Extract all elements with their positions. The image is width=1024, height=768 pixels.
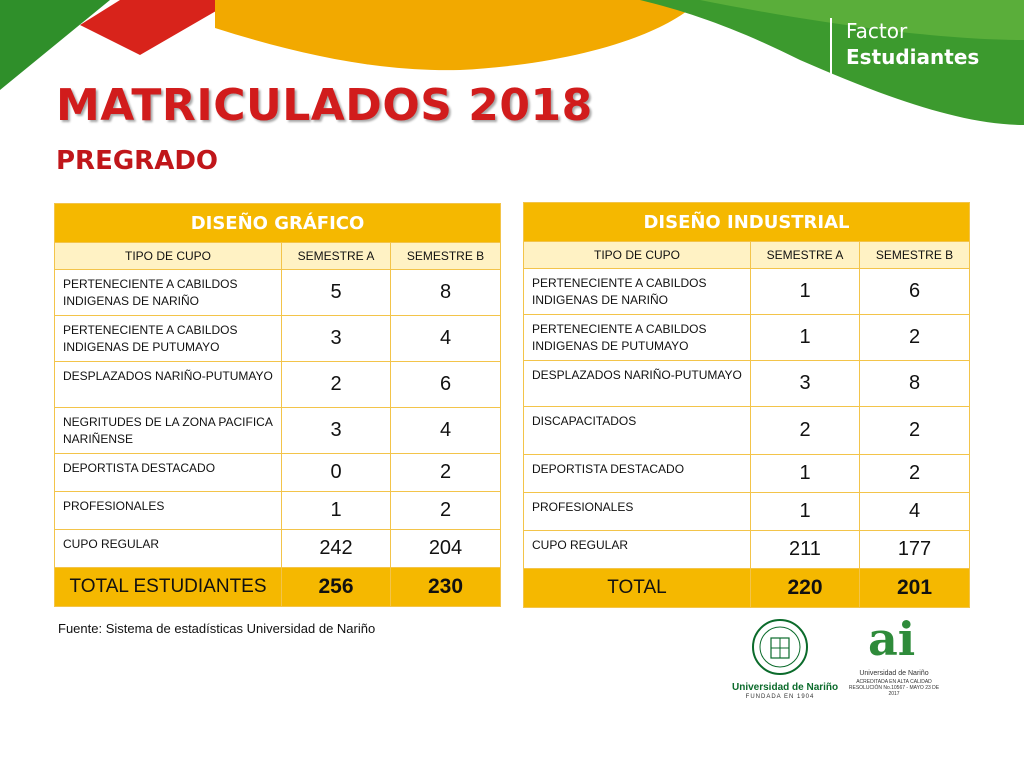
row-label: CUPO REGULAR xyxy=(524,531,751,569)
row-label: PERTENECIENTE A CABILDOS INDIGENAS DE NARIÑO xyxy=(524,269,751,315)
value-semestre-b: 204 xyxy=(391,530,501,568)
value-semestre-a: 242 xyxy=(282,530,391,568)
value-semestre-b: 2 xyxy=(860,407,970,455)
value-semestre-a: 1 xyxy=(751,493,860,531)
table-title: DISEÑO INDUSTRIAL xyxy=(524,203,970,242)
page-subtitle: PREGRADO xyxy=(56,146,219,176)
value-semestre-a: 1 xyxy=(282,492,391,530)
value-semestre-a: 1 xyxy=(751,455,860,493)
brand-line-2: Estudiantes xyxy=(846,45,980,69)
value-semestre-a: 211 xyxy=(751,531,860,569)
value-semestre-a: 2 xyxy=(282,362,391,408)
value-semestre-b: 2 xyxy=(860,455,970,493)
ai-university: Universidad de Nariño xyxy=(859,670,929,677)
table-row xyxy=(524,315,970,361)
table-diseno-industrial xyxy=(523,202,970,608)
row-label: DESPLAZADOS NARIÑO-PUTUMAYO xyxy=(524,361,751,407)
table-diseno-grafico xyxy=(54,203,501,607)
table-row xyxy=(524,493,970,531)
value-semestre-b: 2 xyxy=(391,492,501,530)
ai-mark: ai xyxy=(868,612,916,666)
table-row xyxy=(524,407,970,455)
table-title: DISEÑO GRÁFICO xyxy=(55,204,501,243)
value-semestre-a: 5 xyxy=(282,270,391,316)
table-row xyxy=(55,454,501,492)
row-label: PERTENECIENTE A CABILDOS INDIGENAS DE NARIÑO xyxy=(55,270,282,316)
value-semestre-a: 1 xyxy=(751,269,860,315)
row-label: PROFESIONALES xyxy=(55,492,282,530)
value-semestre-b: 8 xyxy=(391,270,501,316)
total-label: TOTAL xyxy=(524,569,751,608)
row-label: PROFESIONALES xyxy=(524,493,751,531)
table-row xyxy=(55,362,501,408)
table-row xyxy=(55,408,501,454)
column-header-semestre-b: SEMESTRE B xyxy=(391,243,501,270)
value-semestre-a: 3 xyxy=(282,408,391,454)
table-row xyxy=(524,531,970,569)
table-row xyxy=(55,530,501,568)
university-seal-icon xyxy=(752,618,808,678)
table-row xyxy=(524,269,970,315)
row-label: DESPLAZADOS NARIÑO-PUTUMAYO xyxy=(55,362,282,408)
total-semestre-b: 201 xyxy=(860,569,970,608)
value-semestre-b: 4 xyxy=(391,316,501,362)
row-label: CUPO REGULAR xyxy=(55,530,282,568)
total-semestre-a: 220 xyxy=(751,569,860,608)
total-row xyxy=(55,568,501,607)
table-row xyxy=(524,361,970,407)
row-label: DISCAPACITADOS xyxy=(524,407,751,455)
table-row xyxy=(524,455,970,493)
value-semestre-b: 6 xyxy=(391,362,501,408)
value-semestre-b: 177 xyxy=(860,531,970,569)
row-label: DEPORTISTA DESTACADO xyxy=(524,455,751,493)
value-semestre-a: 1 xyxy=(751,315,860,361)
value-semestre-a: 3 xyxy=(751,361,860,407)
column-header-semestre-a: SEMESTRE A xyxy=(282,243,391,270)
table-row xyxy=(55,316,501,362)
acreditacion-ai-logo xyxy=(846,612,942,700)
source-note: Fuente: Sistema de estadísticas Universidad de Nariño xyxy=(58,621,376,636)
brand-line-1: Factor xyxy=(846,19,908,43)
value-semestre-b: 2 xyxy=(860,315,970,361)
column-header-tipo: TIPO DE CUPO xyxy=(524,242,751,269)
total-label: TOTAL ESTUDIANTES xyxy=(55,568,282,607)
value-semestre-b: 4 xyxy=(860,493,970,531)
table-row xyxy=(55,492,501,530)
row-label: NEGRITUDES DE LA ZONA PACIFICA NARIÑENSE xyxy=(55,408,282,454)
value-semestre-b: 4 xyxy=(391,408,501,454)
page-title: MATRICULADOS 2018 xyxy=(56,80,593,131)
udn-name: Universidad de Nariño xyxy=(732,682,839,693)
value-semestre-b: 2 xyxy=(391,454,501,492)
row-label: PERTENECIENTE A CABILDOS INDIGENAS DE PUTUMAYO xyxy=(55,316,282,362)
table-row xyxy=(55,270,501,316)
column-header-semestre-b: SEMESTRE B xyxy=(860,242,970,269)
udn-founded: FUNDADA EN 1904 xyxy=(745,694,815,700)
total-semestre-b: 230 xyxy=(391,568,501,607)
value-semestre-b: 6 xyxy=(860,269,970,315)
ai-accreditation-line-1: ACREDITADA EN ALTA CALIDAD xyxy=(856,679,932,685)
row-label: DEPORTISTA DESTACADO xyxy=(55,454,282,492)
total-row xyxy=(524,569,970,608)
total-semestre-a: 256 xyxy=(282,568,391,607)
row-label: PERTENECIENTE A CABILDOS INDIGENAS DE PUTUMAYO xyxy=(524,315,751,361)
value-semestre-b: 8 xyxy=(860,361,970,407)
value-semestre-a: 0 xyxy=(282,454,391,492)
ai-accreditation-line-2: RESOLUCIÓN No.10567 - MAYO 23 DE 2017 xyxy=(848,685,940,697)
column-header-semestre-a: SEMESTRE A xyxy=(751,242,860,269)
ai-accreditation-text xyxy=(846,679,942,697)
column-header-tipo: TIPO DE CUPO xyxy=(55,243,282,270)
factor-estudiantes-brand xyxy=(830,18,979,76)
value-semestre-a: 2 xyxy=(751,407,860,455)
universidad-narino-logo xyxy=(732,618,839,700)
value-semestre-a: 3 xyxy=(282,316,391,362)
